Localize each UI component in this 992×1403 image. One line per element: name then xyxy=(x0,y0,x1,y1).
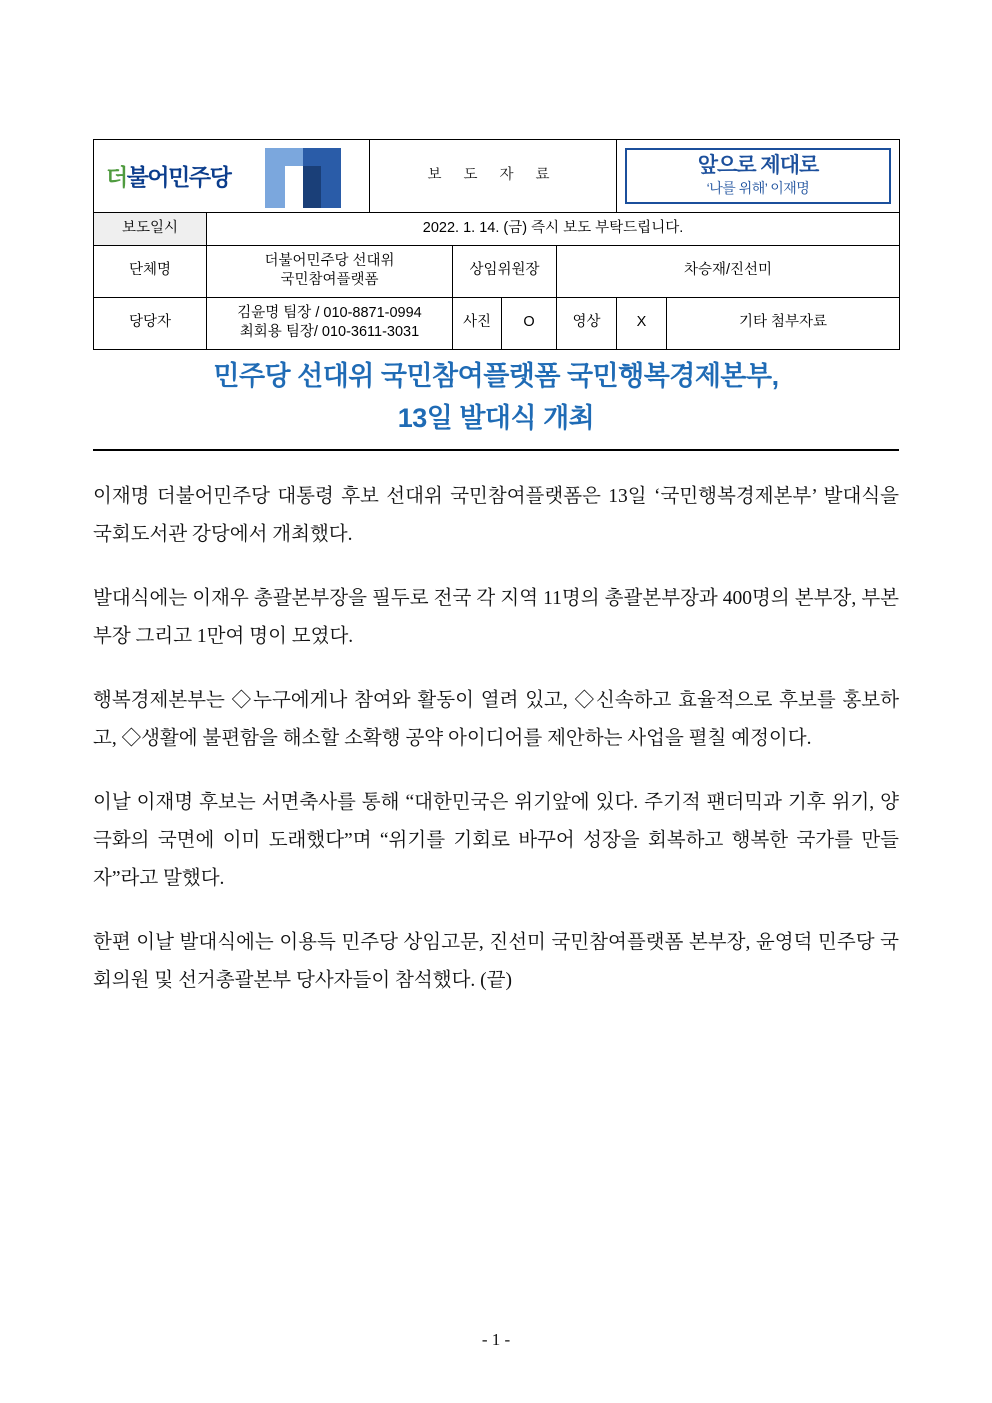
party-logo-cell xyxy=(94,140,370,213)
org-value-line2: 국민참여플랫폼 xyxy=(280,272,379,289)
org-label: 단체명 xyxy=(94,245,207,297)
campaign-slogan-box xyxy=(625,148,891,205)
party-name-text: 더불어민주당 xyxy=(106,164,231,190)
doc-kind-cell: 보 도 자 료 xyxy=(370,140,617,213)
party-logo xyxy=(94,140,369,212)
party-name-rest: 불어민주당 xyxy=(126,164,231,190)
campaign-slogan-cell xyxy=(617,140,900,213)
page-title xyxy=(93,356,899,440)
page-number: - 1 - xyxy=(481,1330,511,1349)
etc-label: 기타 첨부자료 xyxy=(667,297,900,349)
slogan-main-text: 앞으로 제대로 xyxy=(697,153,819,177)
paragraph-5: 한편 이날 발대식에는 이용득 민주당 상임고문, 진선미 국민참여플랫폼 본부장, 윤영덕 민주당 국회의원 및 선거총괄본부 당사자들이 참석했다. (끝) xyxy=(93,932,899,992)
video-value: X xyxy=(617,297,667,349)
date-label: 보도일시 xyxy=(94,213,207,246)
header-table-container xyxy=(93,139,899,350)
chair-label: 상임위원장 xyxy=(453,245,557,297)
contact-line2: 최회용 팀장/ 010-3611-3031 xyxy=(239,324,420,341)
org-value xyxy=(207,245,453,297)
slogan-sub-text: ‘나를 위해’ 이재명 xyxy=(706,179,810,196)
header-row-contact xyxy=(94,297,900,349)
contact-line1: 김윤명 팀장 / 010-8871-0994 xyxy=(237,304,422,321)
page-title-line2: 13일 발대식 개최 xyxy=(397,402,595,433)
org-value-line1: 더불어민주당 선대위 xyxy=(264,252,395,269)
photo-value: O xyxy=(502,297,557,349)
video-label: 영상 xyxy=(557,297,617,349)
date-value: 2022. 1. 14. (금) 즉시 보도 부탁드립니다. xyxy=(207,213,900,246)
chair-value: 차승재/진선미 xyxy=(557,245,900,297)
paragraph-1: 이재명 더불어민주당 대통령 후보 선대위 국민참여플랫폼은 13일 ‘국민행복경제본부’ 발대식을 국회도서관 강당에서 개최했다. xyxy=(93,486,899,546)
contact-label: 당당자 xyxy=(94,297,207,349)
header-row-org xyxy=(94,245,900,297)
photo-label: 사진 xyxy=(453,297,502,349)
title-divider xyxy=(93,449,899,451)
header-row-date xyxy=(94,213,900,246)
paragraph-4: 이날 이재명 후보는 서면축사를 통해 “대한민국은 위기앞에 있다. 주기적 팬더믹과 기후 위기, 양극화의 국면에 이미 도래했다”며 “위기를 기회로 바꾸어 성장을 회복하고 행복한 국가를 만들자”라고 말했다. xyxy=(93,792,899,890)
header-row-branding xyxy=(94,140,900,213)
article-body xyxy=(93,478,899,1026)
page-title-line1: 민주당 선대위 국민참여플랫폼 국민행복경제본부, xyxy=(213,361,779,391)
contact-value xyxy=(207,297,453,349)
paragraph-3: 행복경제본부는 ◇누구에게나 참여와 활동이 열려 있고, ◇신속하고 효율적으로 후보를 홍보하고, ◇생활에 불편함을 해소할 소확행 공약 아이디어를 제안하는 사업을 펼칠 예정이다. xyxy=(93,690,899,750)
paragraph-2: 발대식에는 이재우 총괄본부장을 필두로 전국 각 지역 11명의 총괄본부장과 400명의 본부장, 부본부장 그리고 1만여 명이 모였다. xyxy=(93,588,899,648)
party-logo-mark-icon xyxy=(263,146,343,210)
header-table xyxy=(93,139,900,350)
